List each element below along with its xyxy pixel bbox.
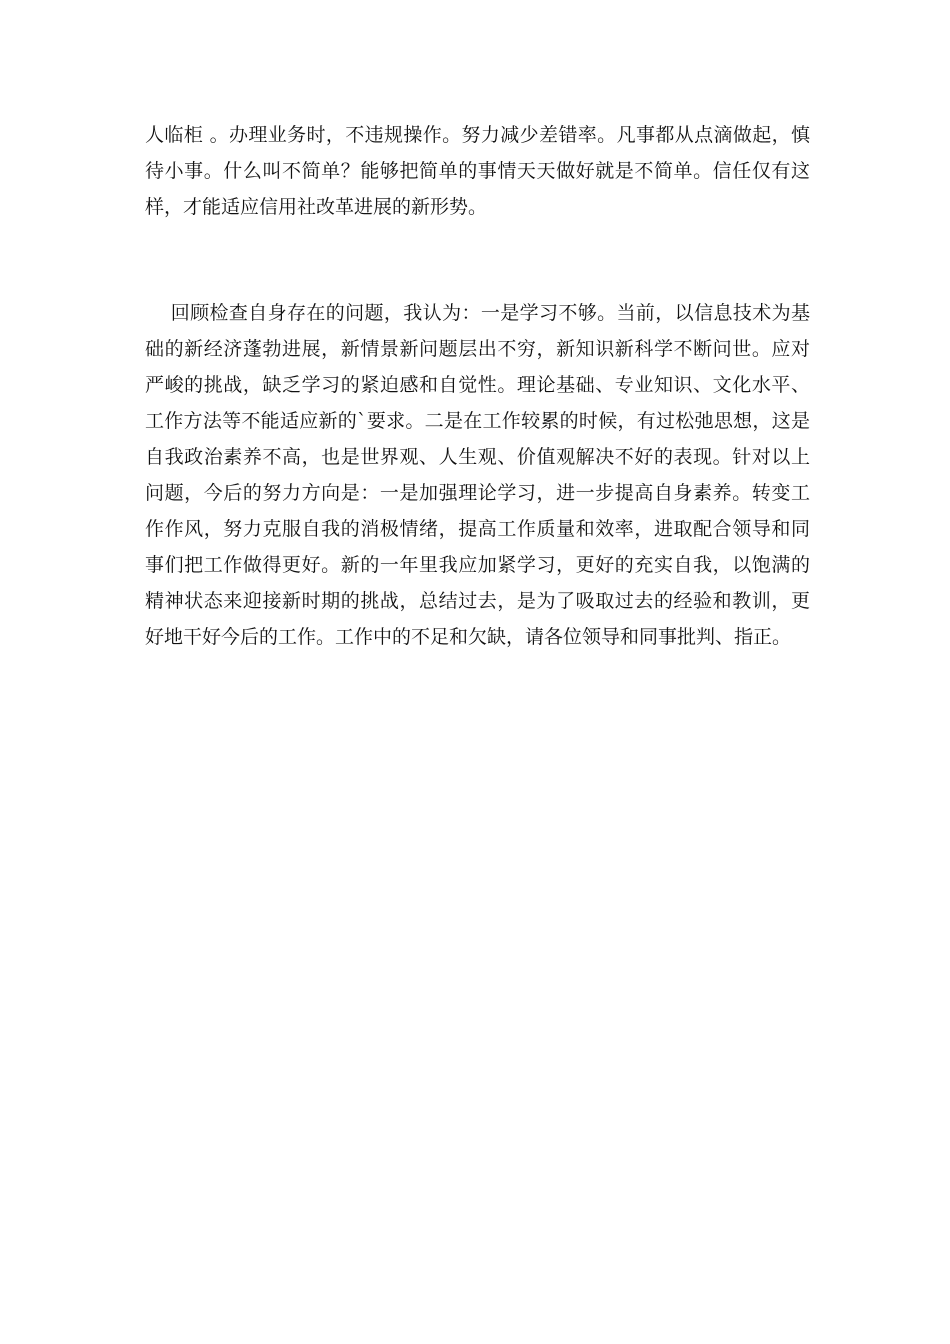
text-line: 样，才能适应信用社改革进展的新形势。 [145, 196, 488, 218]
text-line: 回顾检查自身存在的问题，我认为：一是学习不够。当前，以信息技术为基 [145, 302, 810, 324]
text-line: 自我政治素养不高，也是世界观、人生观、价值观解决不好的表现。针对以上 [145, 446, 810, 468]
paragraph-work-attitude [145, 117, 810, 225]
text-line: 严峻的挑战，缺乏学习的紧迫感和自觉性。理论基础、专业知识、文化水平、 [145, 374, 810, 396]
text-line: 待小事。什么叫不简单？能够把简单的事情天天做好就是不简单。信任仅有这 [145, 160, 810, 182]
text-line: 精神状态来迎接新时期的挑战，总结过去，是为了吸取过去的经验和教训，更 [145, 590, 810, 612]
text-line: 作作风，努力克服自我的消极情绪，提高工作质量和效率，进取配合领导和同 [145, 518, 810, 540]
text-line: 问题，今后的努力方向是：一是加强理论学习，进一步提高自身素养。转变工 [145, 482, 810, 504]
text-line: 好地干好今后的工作。工作中的不足和欠缺，请各位领导和同事批判、指正。 [145, 626, 792, 648]
text-line: 事们把工作做得更好。新的一年里我应加紧学习，更好的充实自我，以饱满的 [145, 554, 810, 576]
text-line: 工作方法等不能适应新的`要求。二是在工作较累的时候，有过松弛思想，这是 [145, 410, 810, 432]
text-line: 人临柜 。办理业务时，不违规操作。努力减少差错率。凡事都从点滴做起，慎 [145, 124, 810, 146]
text-line: 础的新经济蓬勃进展，新情景新问题层出不穷，新知识新科学不断问世。应对 [145, 338, 810, 360]
paragraph-self-review [145, 295, 810, 655]
